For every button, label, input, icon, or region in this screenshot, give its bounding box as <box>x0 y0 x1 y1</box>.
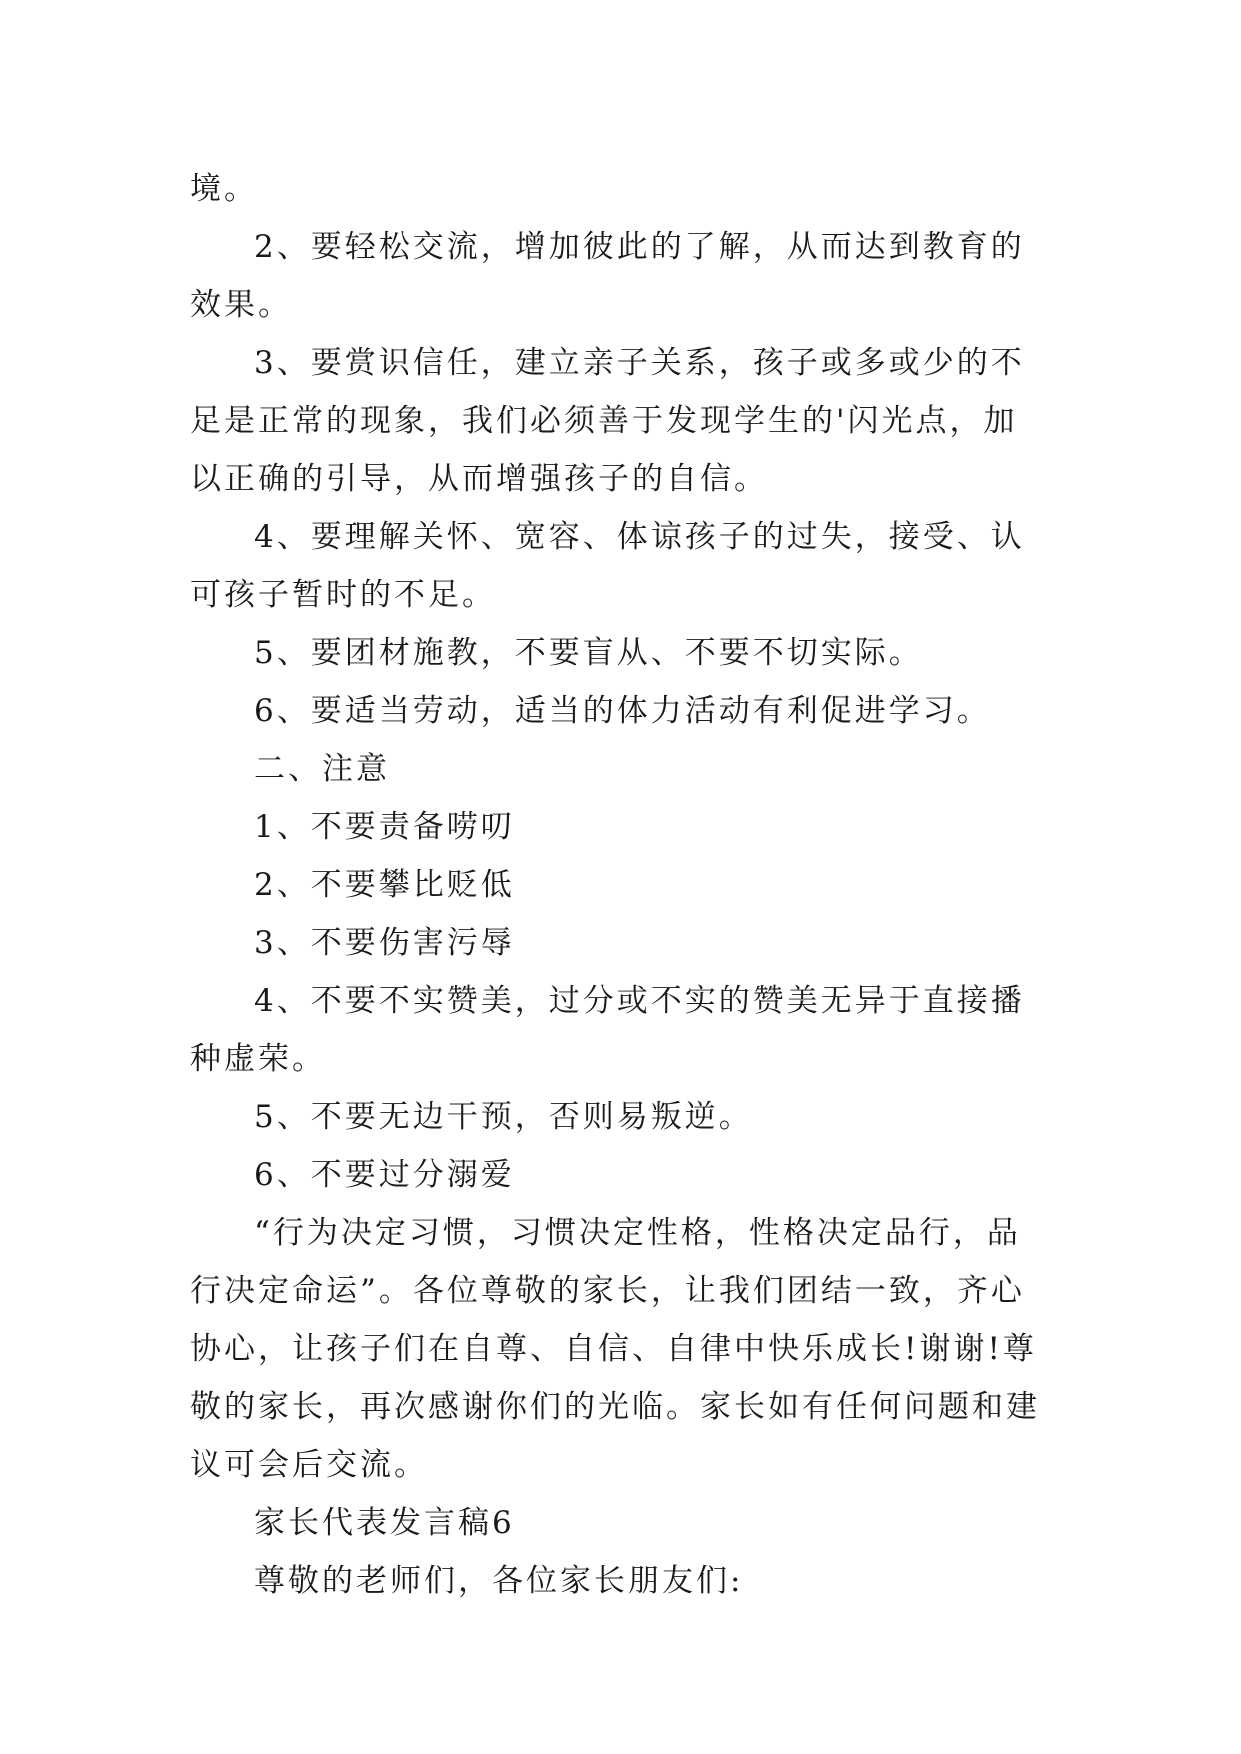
list-item-4-understanding: 4、要理解关怀、宽容、体谅孩子的过失，接受、认可孩子暂时的不足。 <box>190 519 1025 613</box>
section-heading-notes: 二、注意 <box>254 751 390 787</box>
note-item-1: 1、不要责备唠叨 <box>254 809 515 845</box>
note-item-6: 6、不要过分溺爱 <box>254 1157 515 1193</box>
note-item-5: 5、不要无边干预，否则易叛逆。 <box>254 1099 753 1135</box>
salutation: 尊敬的老师们，各位家长朋友们: <box>254 1563 744 1599</box>
list-item-5-teaching: 5、要团材施教，不要盲从、不要不切实际。 <box>254 635 923 671</box>
note-item-2: 2、不要攀比贬低 <box>254 867 515 903</box>
note-item-3: 3、不要伤害污辱 <box>254 925 515 961</box>
list-item-6-labor: 6、要适当劳动，适当的体力活动有利促进学习。 <box>254 693 991 729</box>
closing-paragraph: “行为决定习惯，习惯决定性格，性格决定品行，品行决定命运”。各位尊敬的家长，让我们团结一致，齐心协心，让孩子们在自尊、自信、自律中快乐成长!谢谢!尊敬的家长，再次感谢你们的光临。家长如有任何问题和建议可会后交流。 <box>190 1215 1040 1483</box>
list-item-3-appreciation: 3、要赏识信任，建立亲子关系，孩子或多或少的不足是正常的现象，我们必须善于发现学生的'闪光点，加以正确的引导，从而增强孩子的自信。 <box>190 345 1025 497</box>
speech-title: 家长代表发言稿6 <box>254 1505 515 1541</box>
note-item-4: 4、不要不实赞美，过分或不实的赞美无异于直接播种虚荣。 <box>190 983 1025 1077</box>
list-item-2-communication: 2、要轻松交流，增加彼此的了解，从而达到教育的效果。 <box>190 229 1025 323</box>
paragraph-continuation: 境。 <box>190 171 258 207</box>
document-body <box>190 160 1050 1610</box>
